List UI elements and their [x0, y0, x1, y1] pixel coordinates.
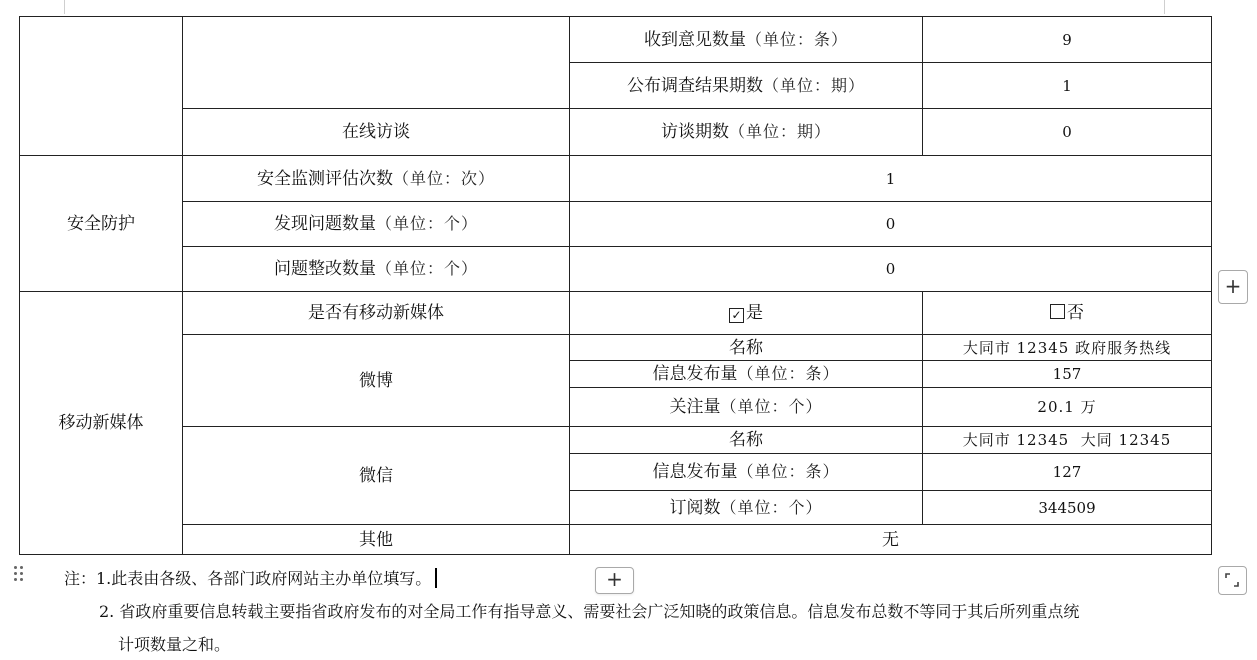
- wechat-posts-label: 信息发布量: [652, 462, 738, 482]
- wechat-subscribers-label: 订阅数: [669, 497, 721, 518]
- weibo-posts-label-cell[interactable]: [570, 361, 923, 388]
- interview-periods-unit: （单位：期）: [728, 122, 831, 141]
- unchecked-checkbox-icon[interactable]: [1050, 304, 1065, 319]
- table-row: [20, 17, 1212, 63]
- survey-periods-label-cell[interactable]: [570, 63, 923, 109]
- weibo-posts-unit: （单位：条）: [737, 364, 840, 383]
- wechat-subscribers-label-cell[interactable]: [570, 491, 923, 525]
- weibo-followers-unit: （单位：个）: [720, 397, 823, 416]
- has-media-yes-label: 是: [746, 303, 763, 323]
- feedback-count-value[interactable]: 9: [923, 17, 1212, 63]
- survey-periods-unit: （单位：期）: [762, 75, 865, 95]
- table-row: [20, 247, 1212, 292]
- note-1-text: 注：1.此表由各级、各部门政府网站主办单位填写。: [64, 569, 432, 588]
- wechat-posts-unit: （单位：条）: [737, 462, 840, 481]
- wechat-label[interactable]: 微信: [183, 427, 570, 525]
- weibo-label[interactable]: 微博: [183, 335, 570, 427]
- weibo-posts-label: 信息发布量: [652, 364, 738, 384]
- weibo-name-label[interactable]: 名称: [570, 335, 923, 361]
- table-row: [20, 427, 1212, 454]
- issues-found-value[interactable]: 0: [570, 202, 1212, 247]
- weibo-followers-label-cell[interactable]: [570, 388, 923, 427]
- weibo-posts-value[interactable]: 157: [923, 361, 1212, 388]
- table-row: [20, 335, 1212, 361]
- statistics-table: [19, 16, 1212, 555]
- wechat-subscribers-unit: （单位：个）: [720, 497, 823, 517]
- page-margin-guide-left: [64, 0, 65, 14]
- feedback-count-unit: （单位：条）: [745, 29, 848, 49]
- note-2-line-2[interactable]: 计项数量之和。: [118, 635, 231, 654]
- interaction-category-cell[interactable]: [20, 17, 183, 156]
- wechat-subscribers-value[interactable]: 344509: [923, 491, 1212, 525]
- has-media-yes-cell[interactable]: [570, 292, 923, 335]
- interview-periods-value[interactable]: 0: [923, 109, 1212, 156]
- other-label[interactable]: 其他: [183, 525, 570, 555]
- weibo-followers-value[interactable]: 20.1 万: [923, 388, 1212, 427]
- table-row: [20, 109, 1212, 156]
- wechat-posts-label-cell[interactable]: [570, 454, 923, 491]
- issues-fixed-label: 问题整改数量: [273, 259, 376, 279]
- feedback-count-label: 收到意见数量: [643, 29, 746, 50]
- has-media-no-cell[interactable]: [923, 292, 1212, 335]
- interview-periods-label-cell[interactable]: [570, 109, 923, 156]
- issues-found-unit: （单位：个）: [375, 214, 478, 233]
- survey-periods-value[interactable]: 1: [923, 63, 1212, 109]
- table-resize-button[interactable]: [1218, 566, 1247, 595]
- interview-periods-label: 访谈期数: [660, 122, 729, 142]
- table-row: [20, 202, 1212, 247]
- online-interview-category[interactable]: 在线访谈: [183, 109, 570, 156]
- issues-found-label: 发现问题数量: [273, 214, 376, 234]
- security-category[interactable]: 安全防护: [20, 156, 183, 292]
- has-mobile-media-label[interactable]: 是否有移动新媒体: [183, 292, 570, 335]
- note-2-line-1[interactable]: 2. 省政府重要信息转载主要指省政府发布的对全局工作有指导意义、需要社会广泛知晓的政策信息。信息发布总数不等同于其后所列重点统: [99, 602, 1080, 621]
- table-row: [20, 156, 1212, 202]
- add-column-button[interactable]: +: [1218, 270, 1248, 304]
- security-monitor-unit: （单位：次）: [392, 168, 495, 188]
- security-monitor-value[interactable]: 1: [570, 156, 1212, 202]
- issues-fixed-label-cell[interactable]: [183, 247, 570, 292]
- interaction-subcategory-cell[interactable]: [183, 17, 570, 109]
- issues-fixed-value[interactable]: 0: [570, 247, 1212, 292]
- drag-handle-icon[interactable]: [12, 564, 26, 584]
- page-margin-guide-right: [1164, 0, 1165, 14]
- checked-checkbox-icon[interactable]: ✓: [729, 308, 744, 323]
- has-media-no-label: 否: [1067, 303, 1084, 323]
- weibo-name-value[interactable]: 大同市 12345 政府服务热线: [923, 335, 1212, 361]
- feedback-count-label-cell[interactable]: [570, 17, 923, 63]
- other-value[interactable]: 无: [570, 525, 1212, 555]
- wechat-posts-value[interactable]: 127: [923, 454, 1212, 491]
- security-monitor-label-cell[interactable]: [183, 156, 570, 202]
- issues-fixed-unit: （单位：个）: [375, 259, 478, 278]
- mobile-media-category[interactable]: 移动新媒体: [20, 292, 183, 555]
- wechat-name-value[interactable]: 大同市 12345 大同 12345: [923, 427, 1212, 454]
- security-monitor-label: 安全监测评估次数: [256, 168, 393, 189]
- table-row: [20, 292, 1212, 335]
- wechat-name-label[interactable]: 名称: [570, 427, 923, 454]
- survey-periods-label: 公布调查结果期数: [626, 75, 763, 96]
- text-cursor: [435, 568, 437, 588]
- resize-corner-icon: [1225, 573, 1239, 587]
- add-row-button[interactable]: +: [595, 567, 634, 594]
- weibo-followers-label: 关注量: [669, 397, 721, 417]
- note-1[interactable]: [64, 568, 437, 590]
- table-row: [20, 525, 1212, 555]
- issues-found-label-cell[interactable]: [183, 202, 570, 247]
